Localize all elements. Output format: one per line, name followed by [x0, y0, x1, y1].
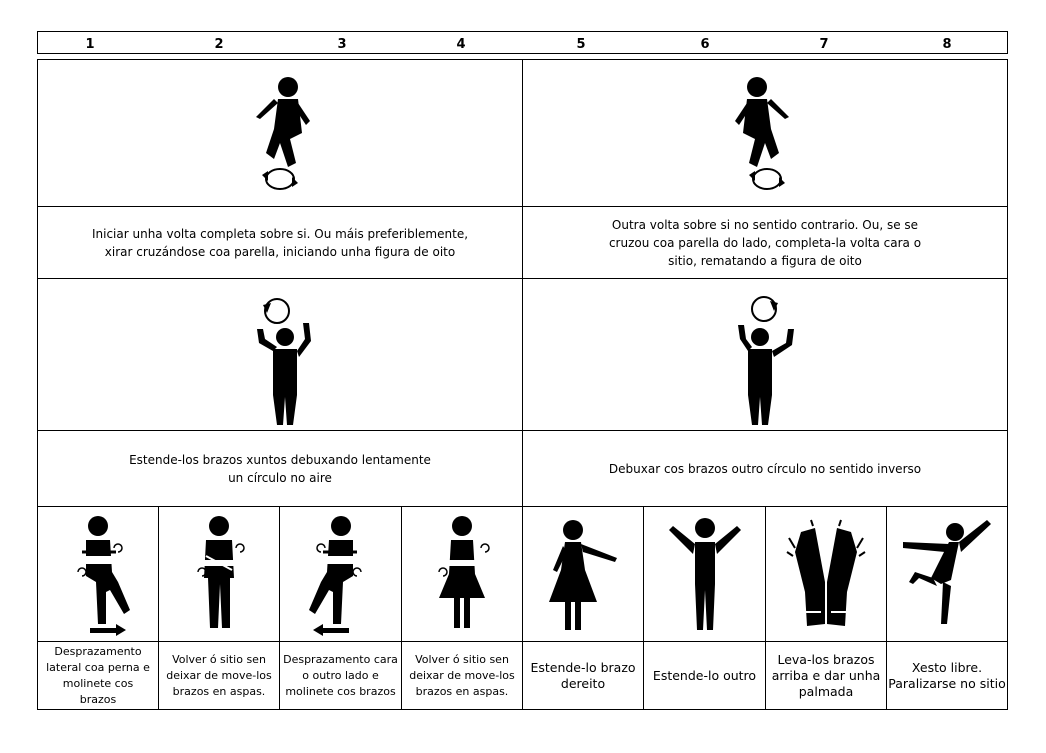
beat-number: 1	[85, 37, 95, 52]
spin-dancer-reverse-icon	[725, 63, 805, 203]
free-gesture-dancer-icon	[897, 512, 997, 636]
beat-number: 4	[456, 37, 466, 52]
step-6-image-cell	[643, 506, 766, 642]
arm-circle-right-image-cell	[522, 278, 1008, 431]
description-text: Desprazamento cara o outro lado e molinete cos brazos	[283, 652, 398, 698]
arm-circle-dancer-icon	[245, 285, 315, 425]
step-2-description	[158, 641, 280, 710]
clapping-hands-icon	[781, 512, 871, 636]
step-7-image-cell	[765, 506, 887, 642]
description-text: Debuxar cos brazos outro círculo no sentido inverso	[608, 461, 922, 476]
step-1-image-cell	[37, 506, 159, 642]
step-8-image-cell	[886, 506, 1008, 642]
arm-circle-left-description	[37, 430, 523, 507]
step-2-image-cell	[158, 506, 280, 642]
right-arm-extend-woman-icon	[543, 512, 623, 636]
beat-number: 5	[576, 37, 586, 52]
leg-step-dancer-icon	[58, 512, 138, 636]
step-5-description	[522, 641, 644, 710]
both-arms-extend-icon	[665, 512, 745, 636]
beat-number: 6	[700, 37, 710, 52]
leg-step-reverse-dancer-icon	[301, 512, 381, 636]
description-text: Estende-los brazos xuntos debuxando lentamente un círculo no aire	[129, 452, 431, 485]
description-text: Volver ó sitio sen deixar de move-los brazos en aspas.	[166, 652, 272, 698]
spin-right-image-cell	[522, 59, 1008, 207]
arm-circle-right-description	[522, 430, 1008, 507]
description-text: Estende-lo outro	[652, 667, 757, 683]
description-text: Iniciar unha volta completa sobre si. Ou máis preferiblemente, xirar cruzándose coa parella, iniciando unha figura de oito	[91, 226, 469, 259]
description-text: Volver ó sitio sen deixar de move-los brazos en aspas.	[409, 652, 515, 698]
beat-number: 2	[214, 37, 224, 52]
arm-circle-left-image-cell	[37, 278, 523, 431]
step-3-description	[279, 641, 402, 710]
step-3-image-cell	[279, 506, 402, 642]
step-8-description	[886, 641, 1008, 710]
beat-number: 3	[337, 37, 347, 52]
spin-dancer-icon	[240, 63, 320, 203]
description-text: Estende-lo brazo dereito	[530, 659, 636, 691]
step-4-description	[401, 641, 523, 710]
arms-cross-woman-icon	[427, 512, 497, 636]
step-5-image-cell	[522, 506, 644, 642]
arms-cross-dancer-icon	[184, 512, 254, 636]
spin-left-image-cell	[37, 59, 523, 207]
step-7-description	[765, 641, 887, 710]
step-1-description	[37, 641, 159, 710]
step-4-image-cell	[401, 506, 523, 642]
description-text: Xesto libre. Paralizarse no sitio	[888, 659, 1006, 691]
step-6-description	[643, 641, 766, 710]
arm-circle-reverse-dancer-icon	[730, 285, 800, 425]
beat-number: 8	[942, 37, 952, 52]
description-text: Desprazamento lateral coa perna e molinete cos brazos	[46, 644, 150, 706]
description-text: Leva-los brazos arriba e dar unha palmada	[771, 651, 881, 699]
spin-right-description	[522, 206, 1008, 279]
beat-header	[37, 31, 1008, 54]
beat-number: 7	[819, 37, 829, 52]
spin-left-description	[37, 206, 523, 279]
description-text: Outra volta sobre si no sentido contrario. Ou, se se cruzou coa parella do lado, completa-la volta cara o sitio, rematando a figura de oito	[608, 217, 922, 268]
